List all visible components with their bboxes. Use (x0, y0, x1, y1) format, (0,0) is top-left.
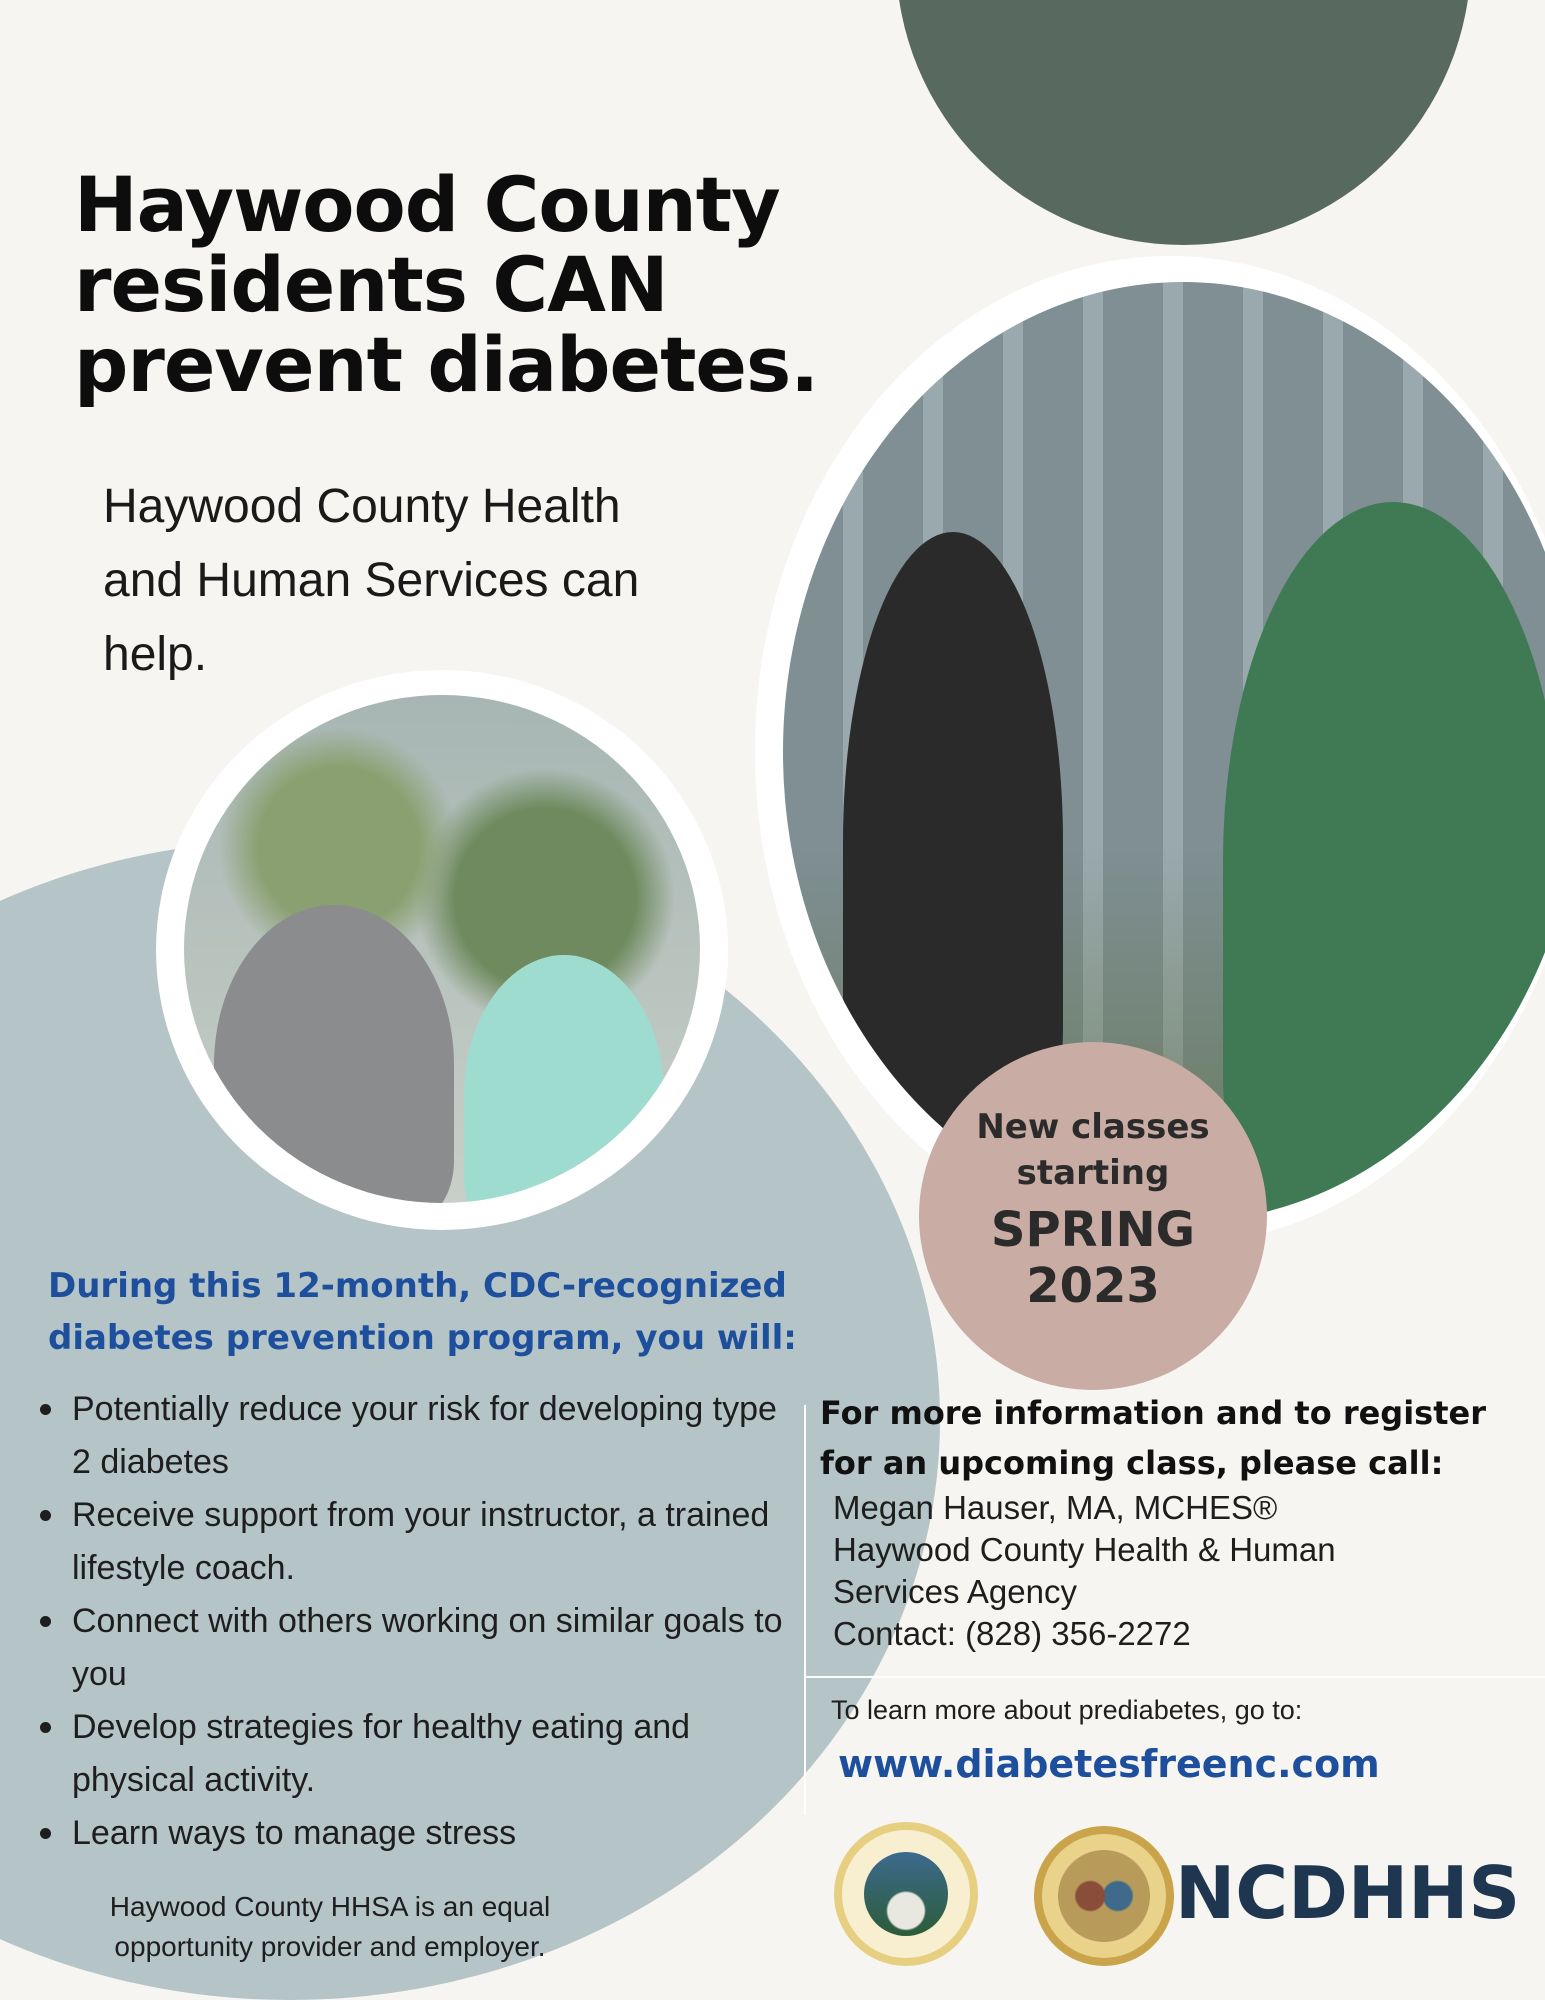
subtitle-line-1: Haywood County Health (103, 480, 621, 533)
bullet-dot-icon (40, 1828, 51, 1839)
title-line-3: prevent diabetes. (74, 320, 819, 409)
list-item (36, 1807, 796, 1860)
footer-line-1: Haywood County HHSA is an equal (109, 1891, 551, 1922)
contact-phone[interactable]: Contact: (828) 356-2272 (833, 1615, 1191, 1652)
haywood-county-seal-icon (834, 1822, 978, 1966)
list-item (36, 1701, 796, 1807)
agency-line-2: Services Agency (833, 1573, 1077, 1610)
title-line-1: Haywood County (74, 160, 780, 249)
class-start-badge (919, 1042, 1267, 1390)
decorative-top-circle (896, 0, 1471, 245)
badge-date (919, 1202, 1267, 1314)
agency-line-1: Haywood County Health & Human (833, 1531, 1336, 1568)
program-heading-line-2: diabetes prevention program, you will: (48, 1318, 797, 1358)
ncdhhs-logo: NCDHHS (1175, 1851, 1521, 1935)
photo-older-man-figure (214, 905, 454, 1203)
program-benefits-list (36, 1383, 796, 1860)
info-heading-line-2: for an upcoming class, please call: (820, 1444, 1444, 1482)
badge-line-2: starting (1016, 1153, 1170, 1193)
title-line-2: residents CAN (74, 240, 668, 329)
small-photo-older-couple (184, 695, 700, 1203)
info-heading (820, 1388, 1540, 1488)
list-item-text: Receive support from your instructor, a trained lifestyle coach. (72, 1496, 770, 1587)
website-link[interactable]: www.diabetesfreenc.com (838, 1742, 1380, 1786)
badge-line-4: 2023 (1026, 1258, 1160, 1314)
haywood-seal-emblem (864, 1852, 948, 1936)
list-item-text: Connect with others working on similar goals to you (72, 1602, 783, 1693)
nc-state-seal-icon (1034, 1826, 1174, 1966)
page-title (74, 160, 894, 409)
program-heading-line-1: During this 12-month, CDC-recognized (48, 1266, 787, 1306)
subtitle-line-2: and Human Services can (103, 554, 640, 607)
badge-line-3: SPRING (990, 1202, 1196, 1258)
list-item-text: Learn ways to manage stress (72, 1814, 517, 1852)
column-divider (804, 1405, 806, 1815)
nc-seal-emblem (1058, 1850, 1150, 1942)
equal-opportunity-note (60, 1887, 600, 1967)
contact-block (833, 1487, 1533, 1655)
section-divider (806, 1676, 1545, 1678)
bullet-dot-icon (40, 1510, 51, 1521)
photo-older-woman-figure (464, 955, 664, 1203)
list-item-text: Develop strategies for healthy eating and physical activity. (72, 1708, 691, 1799)
bullet-dot-icon (40, 1404, 51, 1415)
subtitle-line-3: help. (103, 628, 208, 681)
list-item-text: Potentially reduce your risk for developing type 2 diabetes (72, 1390, 777, 1481)
bullet-dot-icon (40, 1722, 51, 1733)
list-item (36, 1489, 796, 1595)
subtitle (103, 470, 743, 692)
list-item (36, 1383, 796, 1489)
bullet-dot-icon (40, 1616, 51, 1627)
contact-name: Megan Hauser, MA, MCHES® (833, 1489, 1278, 1526)
footer-line-2: opportunity provider and employer. (114, 1931, 546, 1962)
info-heading-line-1: For more information and to register (820, 1394, 1486, 1432)
badge-line-1: New classes (976, 1107, 1210, 1147)
badge-intro (919, 1104, 1267, 1196)
photo-man-figure (1223, 502, 1545, 1222)
list-item (36, 1595, 796, 1701)
program-heading (48, 1260, 828, 1364)
learn-more-label: To learn more about prediabetes, go to: (831, 1695, 1303, 1725)
